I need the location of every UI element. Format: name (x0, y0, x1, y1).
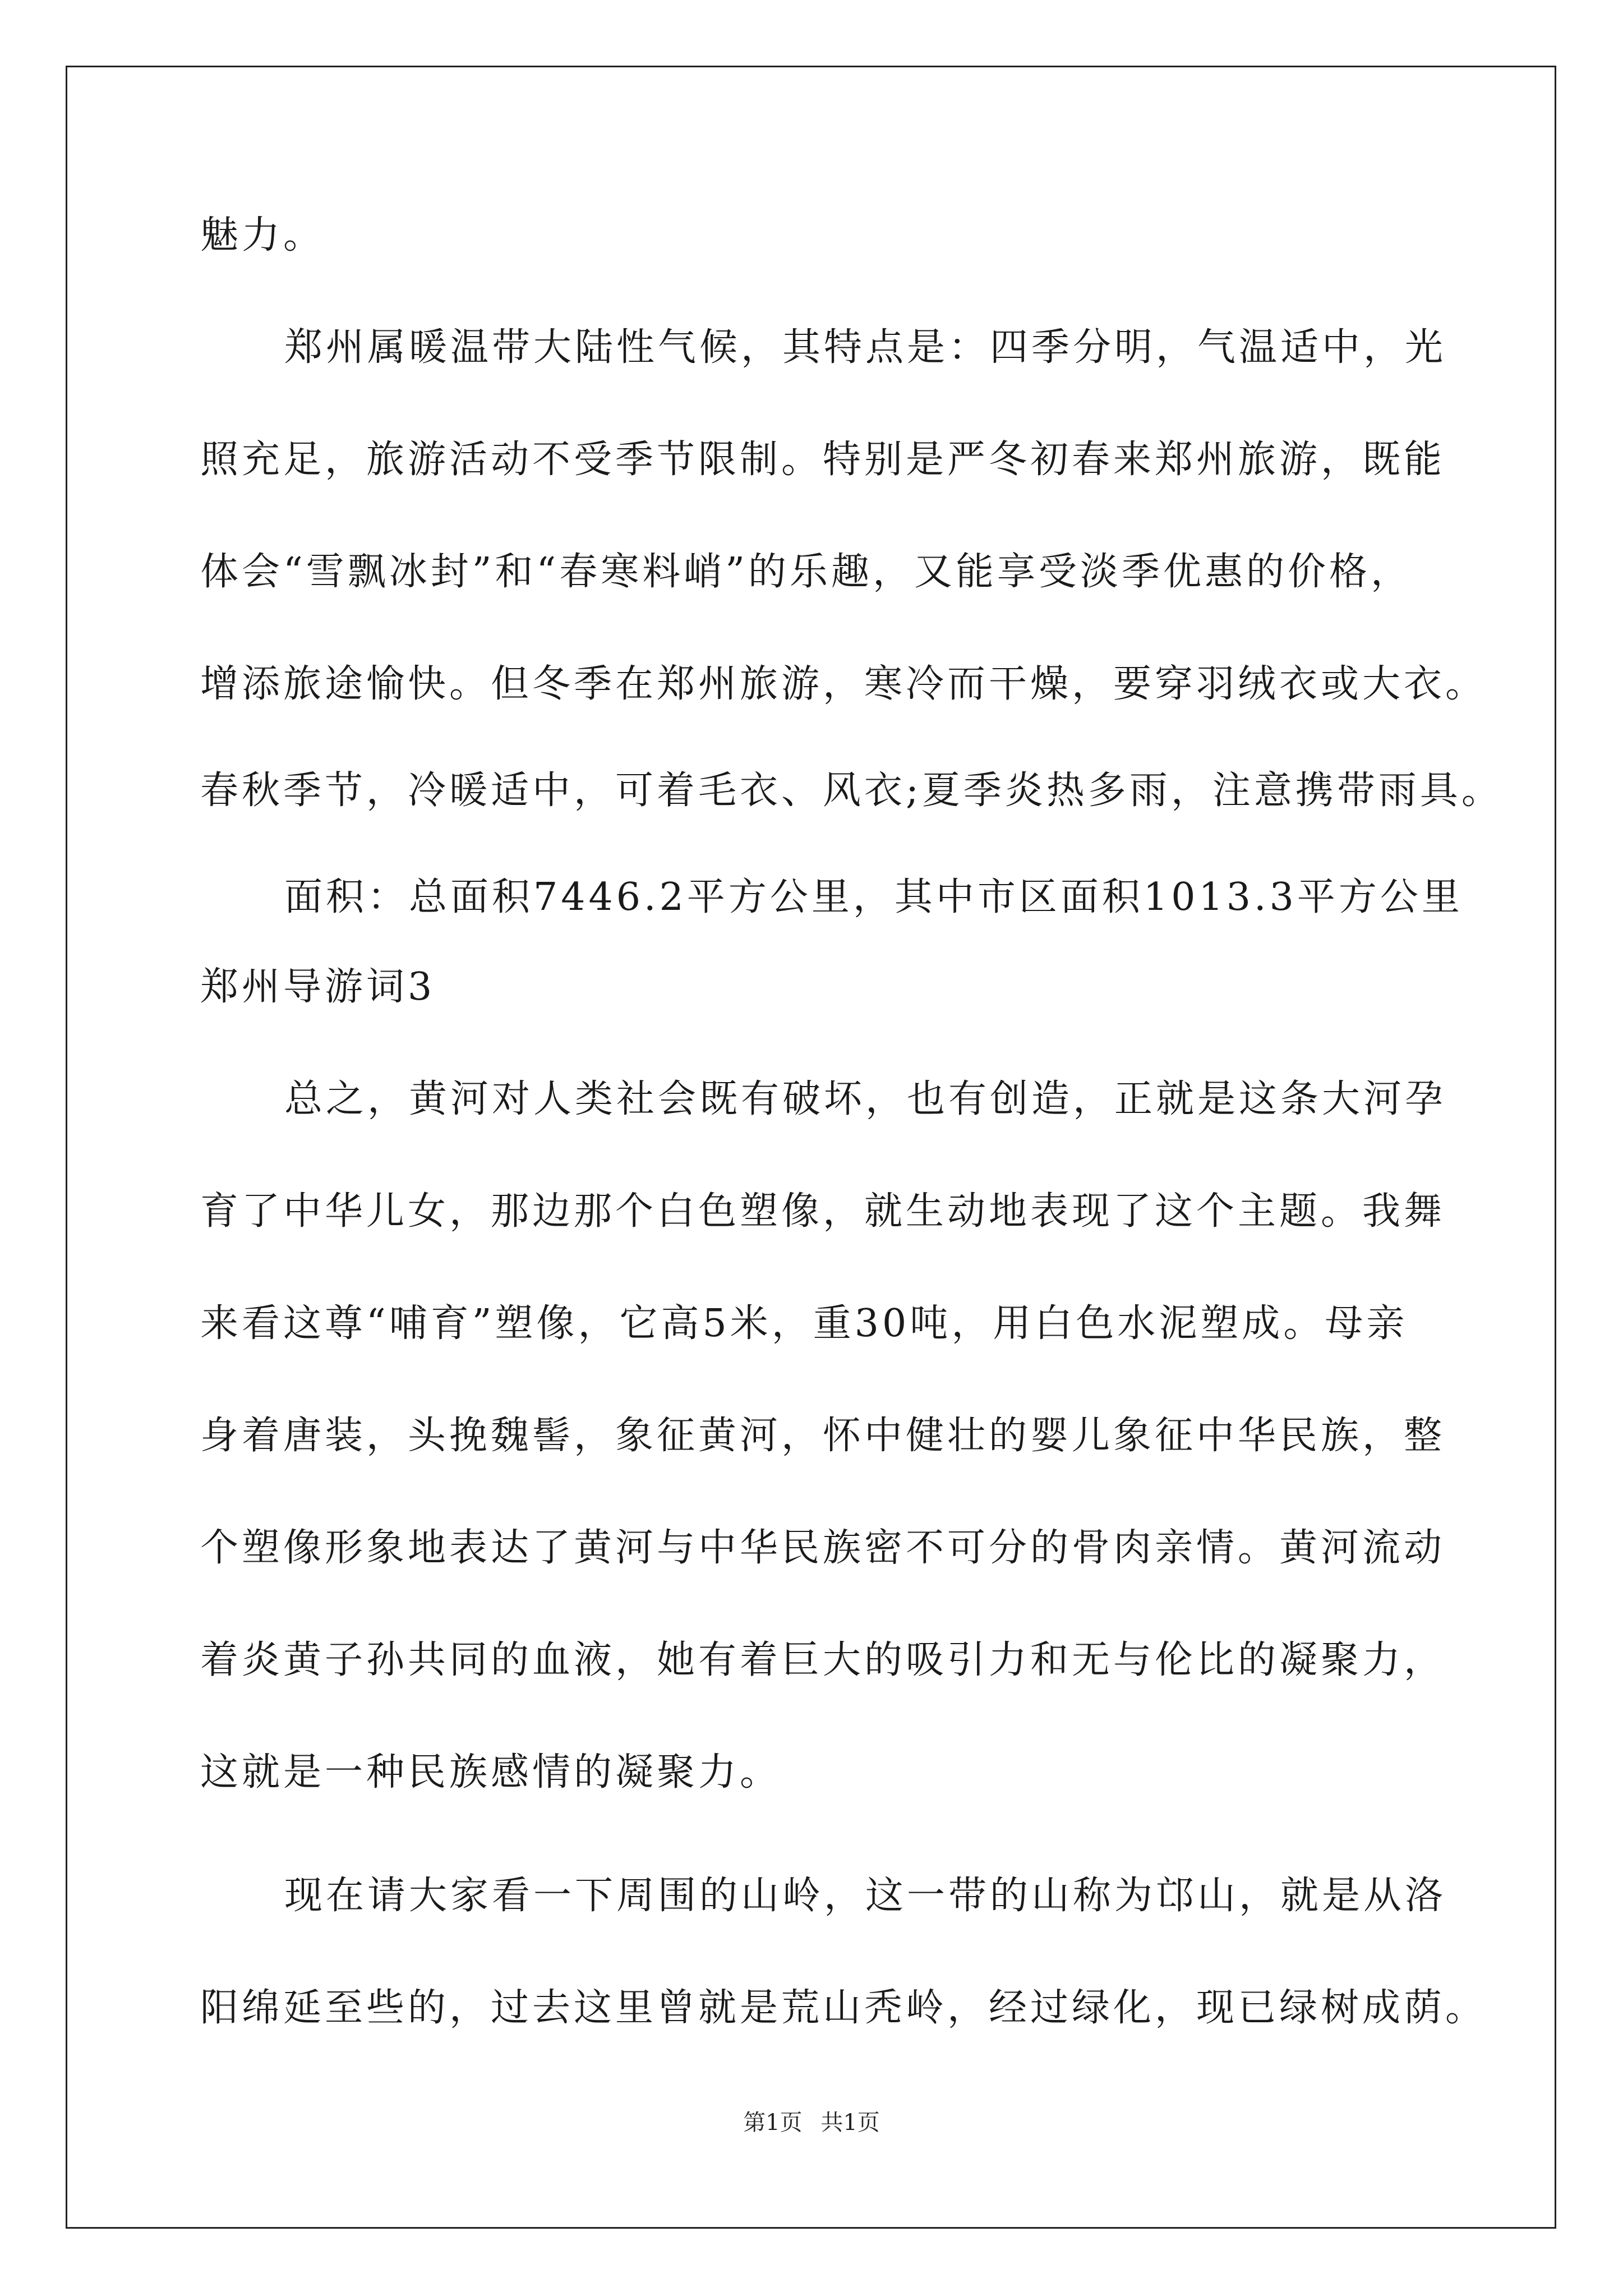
page-footer (0, 2109, 1623, 2136)
paragraph-statue-line: 来看这尊“哺育”塑像，它高5米，重30吨，用白色水泥塑成。母亲 (200, 1301, 1408, 1346)
paragraph-mountain-line: 阳绵延至些的，过去这里曾就是荒山秃岭，经过绿化，现已绿树成荫。 (200, 1986, 1487, 2030)
paragraph-statue-line: 总之，黄河对人类社会既有破坏，也有创造，正就是这条大河孕 (284, 1077, 1447, 1121)
paragraph-climate-line: 春秋季节，冷暖适中，可着毛衣、风衣;夏季炎热多雨，注意携带雨具。 (200, 769, 1503, 813)
paragraph-statue-line: 育了中华儿女，那边那个白色塑像，就生动地表现了这个主题。我舞 (200, 1189, 1446, 1234)
paragraph-statue-line: 身着唐装，头挽魏髻，象征黄河，怀中健壮的婴儿象征中华民族，整 (200, 1414, 1446, 1458)
paragraph-climate-line: 郑州属暖温带大陆性气候，其特点是：四季分明，气温适中，光 (284, 325, 1447, 370)
paragraph-mountain-line: 现在请大家看一下周围的山岭，这一带的山称为邙山，就是从洛 (284, 1874, 1447, 1918)
paragraph-statue-line: 个塑像形象地表达了黄河与中华民族密不可分的骨肉亲情。黄河流动 (200, 1526, 1446, 1570)
paragraph-climate-line: 照充足，旅游活动不受季节限制。特别是严冬初春来郑州旅游，既能 (200, 438, 1446, 482)
section-heading: 郑州导游词3 (200, 965, 436, 1009)
paragraph-climate-line: 体会“雪飘冰封”和“春寒料峭”的乐趣，又能享受淡季优惠的价格， (200, 550, 1413, 594)
text-line: 魅力。 (200, 213, 325, 257)
page-number: 第1页 (743, 2110, 803, 2136)
paragraph-area: 面积：总面积7446.2平方公里，其中市区面积1013.3平方公里 (284, 875, 1463, 919)
page-total: 共1页 (820, 2110, 880, 2136)
paragraph-climate-line: 增添旅途愉快。但冬季在郑州旅游，寒冷而干燥，要穿羽绒衣或大衣。 (200, 662, 1487, 706)
paragraph-statue-line: 这就是一种民族感情的凝聚力。 (200, 1750, 782, 1795)
paragraph-statue-line: 着炎黄子孙共同的血液，她有着巨大的吸引力和无与伦比的凝聚力， (200, 1638, 1446, 1682)
